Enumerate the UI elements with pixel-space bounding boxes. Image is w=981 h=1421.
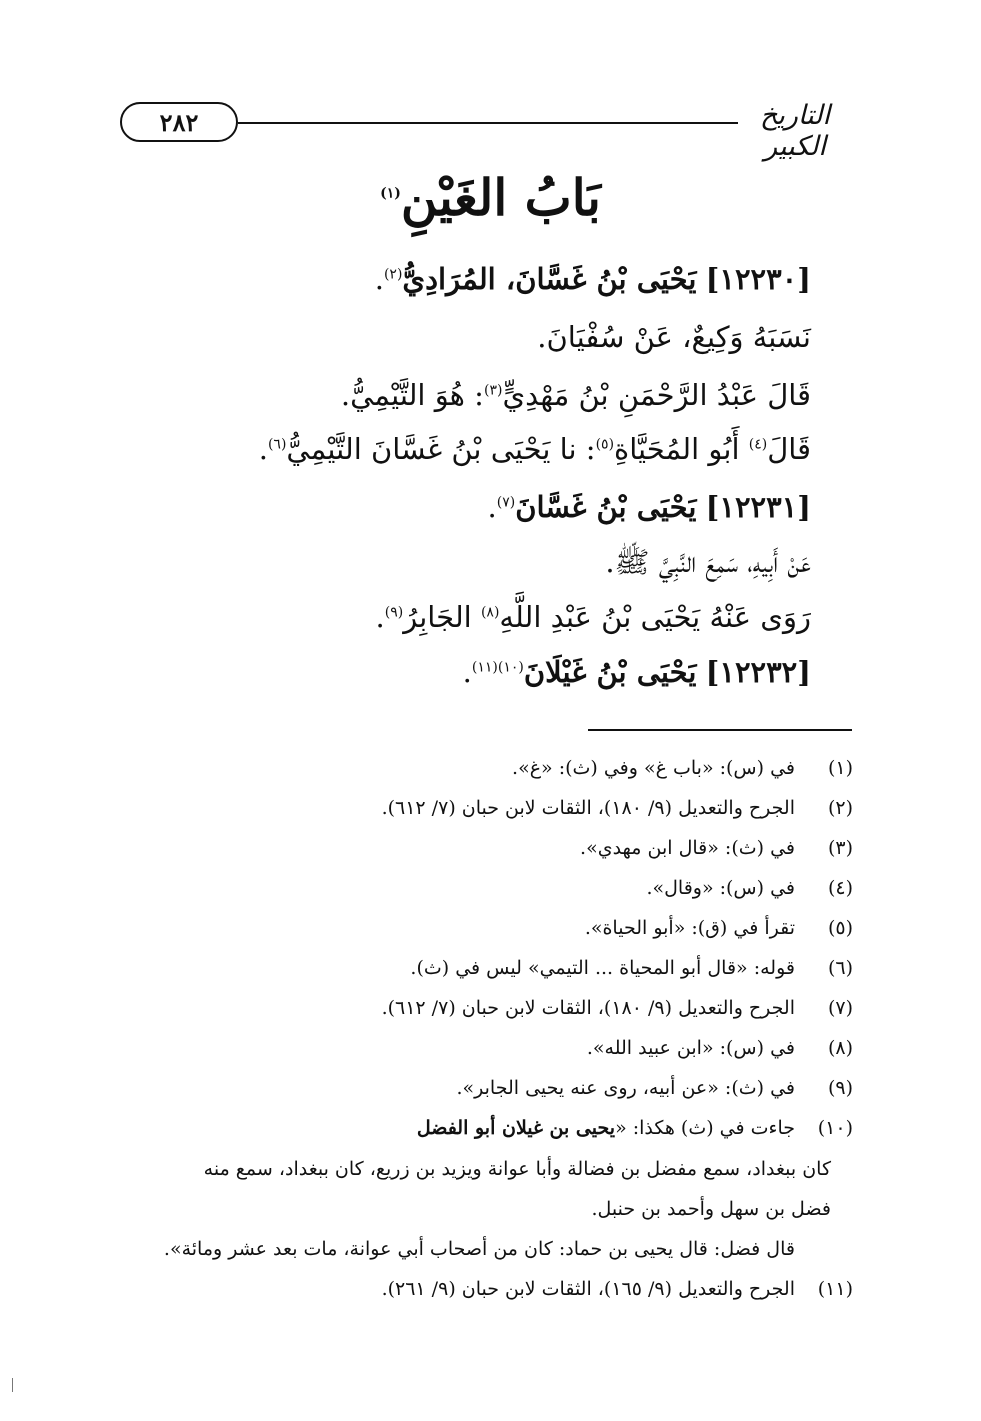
footnote-text: قوله: «قال أبو المحياة ... التيمي» ليس في (ث). <box>410 957 795 979</box>
footnote-ref: (٨) <box>480 604 500 621</box>
footnote-number: (٢) <box>827 797 853 819</box>
footnote-text: في (س): «ابن عبيد الله». <box>586 1037 795 1059</box>
entry-number: [١٢٢٣٠] <box>705 262 811 296</box>
entry-text-line <box>259 432 811 466</box>
footnote <box>382 997 853 1019</box>
entry-tail: . <box>462 655 472 689</box>
footnote-ref: (٧) <box>496 494 516 511</box>
footnote-text: في (ث): «عن أبيه، روى عنه يحيى الجابر». <box>456 1077 795 1099</box>
footnote-ref: (٢) <box>383 266 403 283</box>
entry-name: يَحْيَى بْنُ غَسَّانَ، المُرَادِيُّ <box>402 262 697 296</box>
footnote <box>410 957 853 979</box>
footnote-text: الجرح والتعديل (٩/ ١٦٥)، الثقات لابن حبان (٩/ ٢٦١). <box>381 1278 795 1300</box>
text-segment: قَالَ عَبْدُ الرَّحْمَنِ بْنُ مَهْدِيٍّ <box>502 378 811 412</box>
chapter-title <box>0 168 981 227</box>
footnote <box>646 877 853 899</box>
footnote-number: (٧) <box>827 997 853 1019</box>
entry-tail: . <box>374 262 384 296</box>
footnote <box>512 757 853 779</box>
footnote-text: الجرح والتعديل (٩/ ١٨٠)، الثقات لابن حبان (٧/ ٦١٢). <box>381 997 795 1019</box>
entry-heading <box>488 490 812 524</box>
footnote-continuation: قال فضل: قال يحيى بن حماد: كان من أصحاب أبي عوانة، مات بعد عشر ومائة». <box>163 1238 795 1260</box>
footnote-text: في (س): «باب غ» وفي (ث): «غ». <box>512 757 795 779</box>
footnote-bold-text: يحيى بن غيلان أبو الفضل <box>416 1117 616 1139</box>
entry-text-line <box>376 600 812 634</box>
footnote-ref: (٥) <box>595 436 615 453</box>
footnote-ref: (٦) <box>267 436 287 453</box>
footnote <box>382 1278 853 1300</box>
page-number: ٢٨٢ <box>159 107 199 137</box>
footnote <box>585 917 853 939</box>
text-segment: : هُوَ التَّيْمِيُّ. <box>340 378 484 412</box>
footnote-number: (٣) <box>827 837 853 859</box>
text-segment: . <box>258 432 268 466</box>
footnote <box>587 1037 853 1059</box>
footnote-ref: (١) <box>380 185 401 202</box>
footnote-number: (٨) <box>827 1037 853 1059</box>
footnote-text: في (ث): «قال ابن مهدي». <box>580 837 795 859</box>
footnote-number: (١٠) <box>817 1117 853 1139</box>
entry-text-line <box>341 378 811 412</box>
footnote <box>417 1117 853 1139</box>
footnote-continuation: فضل بن سهل وأحمد بن حنبل. <box>591 1198 831 1220</box>
text-segment: الجَابِرُ <box>403 600 481 634</box>
footnote-number: (٤) <box>827 877 853 899</box>
text-segment: . <box>375 600 385 634</box>
entry-tail: . <box>487 490 497 524</box>
footnote-text: في (س): «وقال». <box>646 877 795 899</box>
footnote-ref: (١٠)(١١) <box>471 659 524 676</box>
entry-number: [١٢٢٣٢] <box>705 655 811 689</box>
footnote-text: الجرح والتعديل (٩/ ١٨٠)، الثقات لابن حبان (٧/ ٦١٢). <box>381 797 795 819</box>
text-segment: أَبُو المُحَيَّاةِ <box>614 432 749 466</box>
margin-mark <box>12 1378 13 1392</box>
footnote-separator <box>588 729 852 731</box>
footnote-number: (٩) <box>827 1077 853 1099</box>
footnote-number: (٥) <box>827 917 853 939</box>
entry-number: [١٢٢٣١] <box>705 490 811 524</box>
footnote <box>382 797 853 819</box>
footnote-continuation: كان ببغداد، سمع مفضل بن فضالة وأبا عوانة ويزيد بن زريع، كان ببغداد، سمع منه <box>203 1158 831 1180</box>
footnote-ref: (٩) <box>384 604 404 621</box>
entry-text-line: نَسَبَهُ وَكِيعٌ، عَنْ سُفْيَانَ. <box>537 320 811 354</box>
footnote-ref: (٣) <box>483 382 503 399</box>
footnote-number: (٦) <box>827 957 853 979</box>
footnote-text: جاءت في (ث) هكذا: « <box>615 1117 795 1139</box>
entry-heading <box>463 655 811 689</box>
entry-name: يَحْيَى بْنُ غَيْلَانَ <box>523 655 697 689</box>
text-segment: رَوَى عَنْهُ يَحْيَى بْنُ عَبْدِ اللَّهِ <box>499 600 811 634</box>
footnote-text: تقرأ في (ق): «أبو الحياة». <box>584 917 795 939</box>
header-rule <box>238 122 738 124</box>
entry-text-line: عَنْ أَبِيهِ، سَمِعَ النَّبِيَّ ﷺ. <box>605 545 811 579</box>
text-segment: قَالَ <box>767 432 811 466</box>
page-number-badge <box>120 102 238 142</box>
footnote-number: (١) <box>827 757 853 779</box>
running-header <box>120 100 850 162</box>
book-title: التاريخ الكبير <box>759 100 831 162</box>
entry-heading <box>375 262 811 296</box>
footnote <box>580 837 853 859</box>
footnote-ref: (٤) <box>748 436 768 453</box>
footnote-number: (١١) <box>817 1278 853 1300</box>
text-segment: : نا يَحْيَى بْنُ غَسَّانَ التَّيْمِيُّ <box>286 432 596 466</box>
chapter-title-text: بَابُ الغَيْنِ <box>400 168 601 227</box>
footnote <box>456 1077 853 1099</box>
entry-name: يَحْيَى بْنُ غَسَّانَ <box>515 490 697 524</box>
